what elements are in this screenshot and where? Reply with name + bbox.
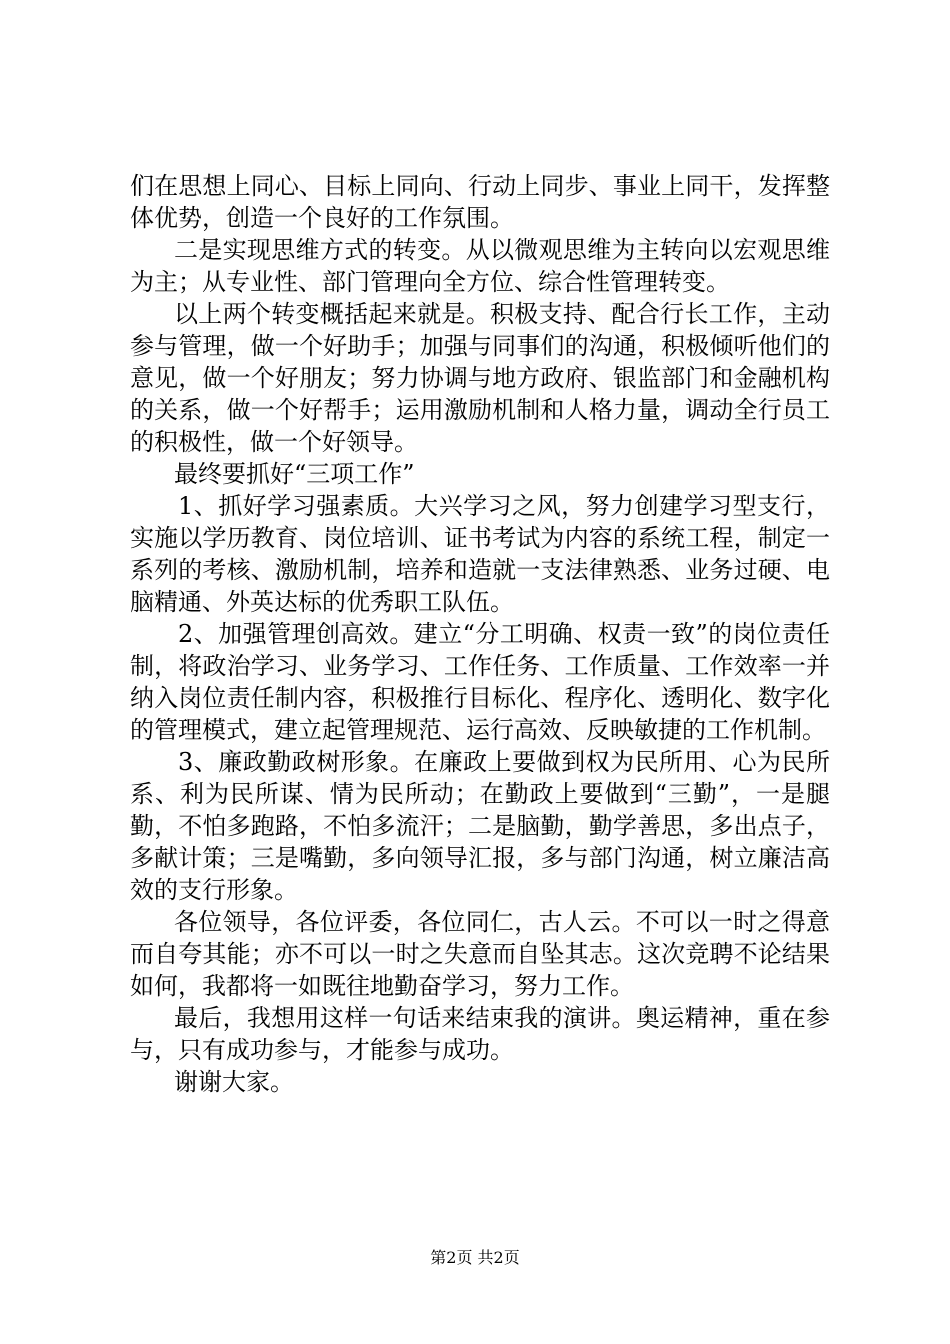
document-body (130, 170, 830, 1098)
paragraph-closing: 最后，我想用这样一句话来结束我的演讲。奥运精神，重在参与，只有成功参与，才能参与成功。 (130, 1004, 830, 1064)
paragraph-task-1: 1、抓好学习强素质。大兴学习之风，努力创建学习型支行，实施以学历教育、岗位培训、证书考试为内容的系统工程，制定一系列的考核、激励机制，培养和造就一支法律熟悉、业务过硬、电脑精通、外英达标的优秀职工队伍。 (130, 492, 830, 616)
paragraph-task-3: 3、廉政勤政树形象。在廉政上要做到权为民所用、心为民所系、利为民所谋、情为民所动；在勤政上要做到“三勤”，一是腿勤，不怕多跑路，不怕多流汗；二是脑勤，勤学善思，多出点子，多献计策；三是嘴勤，多向领导汇报，多与部门沟通，树立廉洁高效的支行形象。 (130, 748, 830, 904)
page-number-footer: 第2页 共2页 (430, 1248, 520, 1267)
paragraph-continuation: 们在思想上同心、目标上同向、行动上同步、事业上同干，发挥整体优势，创造一个良好的工作氛围。 (130, 172, 830, 232)
paragraph-two-shifts-summary: 以上两个转变概括起来就是。积极支持、配合行长工作，主动参与管理，做一个好助手；加强与同事们的沟通，积极倾听他们的意见，做一个好朋友；努力协调与地方政府、银监部门和金融机构的关系，做一个好帮手；运用激励机制和人格力量，调动全行员工的积极性，做一个好领导。 (130, 300, 830, 456)
paragraph-thinking-shift: 二是实现思维方式的转变。从以微观思维为主转向以宏观思维为主；从专业性、部门管理向全方位、综合性管理转变。 (130, 236, 830, 296)
paragraph-three-tasks-heading: 最终要抓好“三项工作” (174, 460, 415, 488)
paragraph-thanks: 谢谢大家。 (174, 1068, 294, 1096)
paragraph-address: 各位领导，各位评委，各位同仁，古人云。不可以一时之得意而自夸其能；亦不可以一时之失意而自坠其志。这次竞聘不论结果如何，我都将一如既往地勤奋学习，努力工作。 (130, 908, 830, 1000)
paragraph-task-2: 2、加强管理创高效。建立“分工明确、权责一致”的岗位责任制，将政治学习、业务学习、工作任务、工作质量、工作效率一并纳入岗位责任制内容，积极推行目标化、程序化、透明化、数字化的管理模式，建立起管理规范、运行高效、反映敏捷的工作机制。 (130, 620, 830, 744)
